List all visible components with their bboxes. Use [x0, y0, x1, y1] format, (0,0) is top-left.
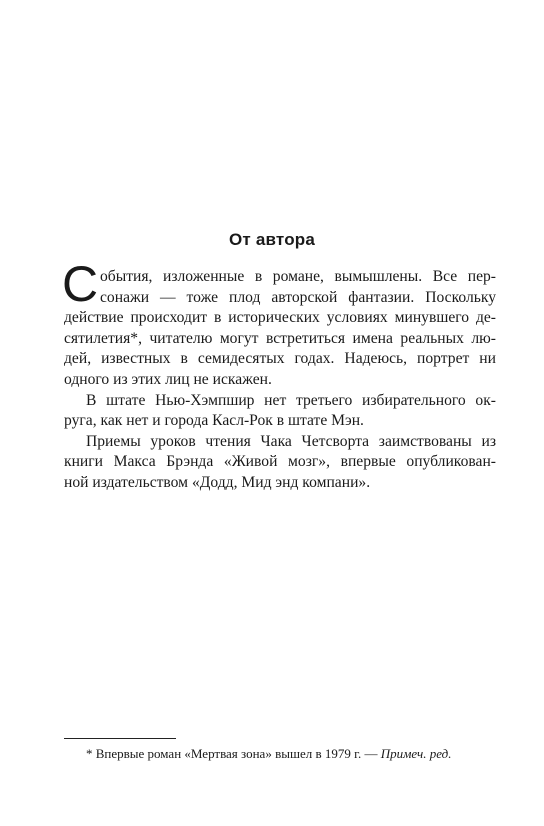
text-line: одного из этих лиц не искажен.	[64, 370, 272, 388]
text-line: дей, известных в семидесятых годах. Надеюсь, портрет ни	[64, 350, 496, 368]
text-line: руга, как нет и города Касл-Рок в штате Мэн.	[64, 412, 364, 430]
text-line: сонажи — тоже плод авторской фантазии. Поскольку	[100, 288, 496, 306]
text-line: сятилетия*, читателю могут встретиться имена реальных лю-	[64, 329, 496, 347]
editor-note: Примеч. ред.	[380, 746, 452, 761]
text-line: действие происходит в исторических условиях минувшего де-	[64, 309, 496, 327]
footnote-divider	[64, 738, 176, 739]
footnote	[86, 746, 506, 762]
text-line: В штате Нью-Хэмпшир нет третьего избирательного ок-	[86, 391, 496, 409]
chapter-heading: От автора	[228, 230, 316, 249]
text-line: Приемы уроков чтения Чака Четсворта заимствованы из	[86, 432, 496, 450]
text-line: книги Макса Брэнда «Живой мозг», впервые опубликован-	[64, 453, 496, 471]
footnote-text: * Впервые роман «Мертвая зона» вышел в 1979 г. —	[86, 746, 381, 761]
drop-cap-letter: С	[62, 256, 99, 312]
body-text	[64, 267, 496, 494]
text-line: ной издательством «Додд, Мид энд компани».	[64, 473, 371, 491]
text-line: обытия, изложенные в романе, вымышлены. Все пер-	[100, 268, 496, 285]
